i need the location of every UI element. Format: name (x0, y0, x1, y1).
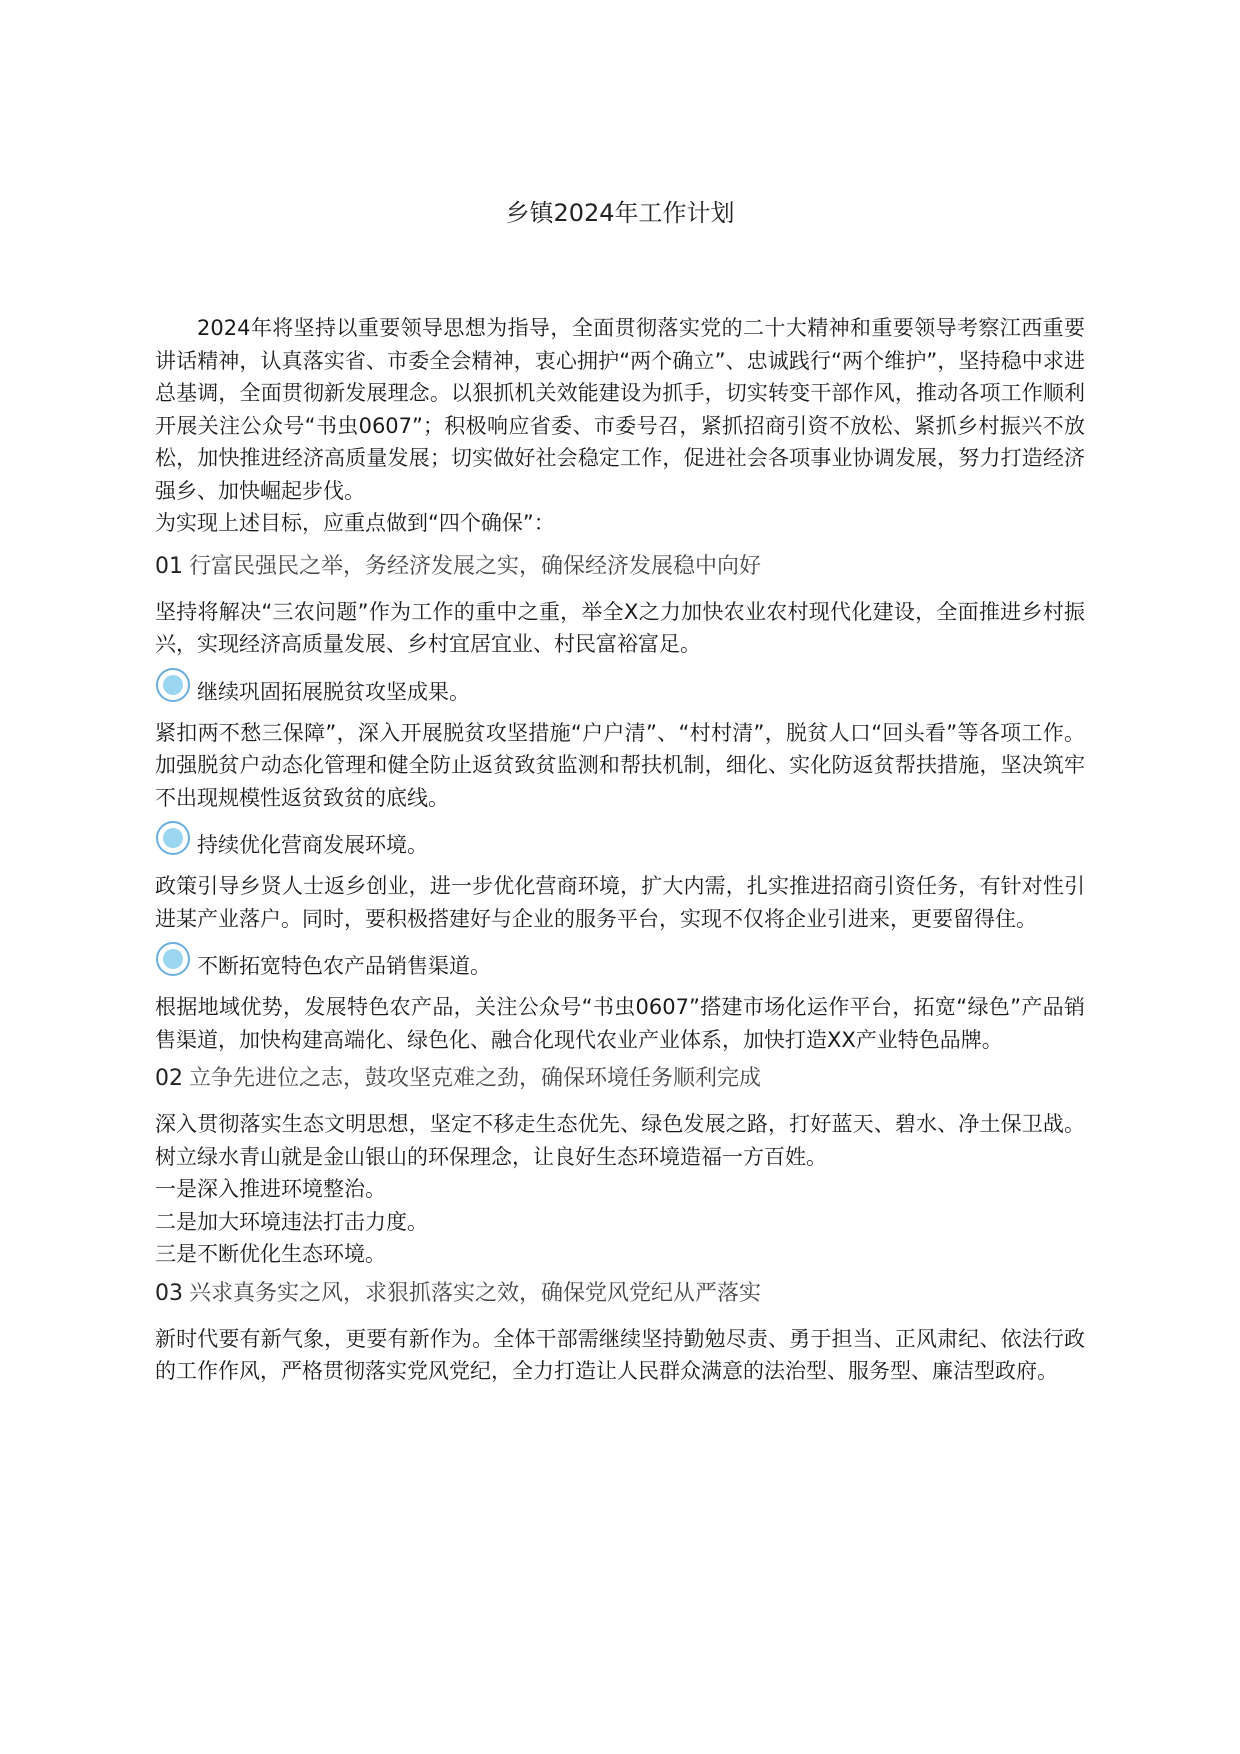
bullet-text-1: 紧扣两不愁三保障”，深入开展脱贫攻坚措施“户户清”、“村村清”，脱贫人口“回头看”等各项工作。加强脱贫户动态化管理和健全防止返贫致贫监测和帮扶机制，细化、实化防返贫帮扶措施，坚决筑牢不出现规模性返贫致贫的底线。 (155, 720, 1085, 810)
circle-bullet-icon (155, 939, 195, 979)
document-content (155, 312, 1085, 1388)
circle-bullet-icon (155, 818, 195, 858)
circle-bullet-icon (155, 665, 195, 705)
bullet-label: 继续巩固拓展脱贫攻坚成果。 (197, 679, 470, 704)
section-number: 03 (155, 1280, 183, 1306)
section-body-02: 深入贯彻落实生态文明思想，坚定不移走生态优先、绿色发展之路，打好蓝天、碧水、净土保卫战。树立绿水青山就是金山银山的环保理念，让良好生态环境造福一方百姓。 (155, 1112, 1085, 1169)
section-heading-03 (155, 1279, 1085, 1309)
section-body-03: 新时代要有新气象，更要有新作为。全体干部需继续坚持勤勉尽责、勇于担当、正风肃纪、依法行政的工作作风，严格贯彻落实党风党纪，全力打造让人民群众满意的法治型、服务型、廉洁型政府。 (155, 1326, 1085, 1383)
bullet-item-1 (155, 663, 1085, 707)
section-heading-02 (155, 1064, 1085, 1094)
document-title: 乡镇2024年工作计划 (505, 199, 735, 227)
bullet-text-2: 政策引导乡贤人士返乡创业，进一步优化营商环境，扩大内需，扎实推进招商引资任务，有针对性引进某产业落户。同时，要积极搭建好与企业的服务平台，实现不仅将企业引进来，更要留得住。 (155, 874, 1085, 931)
list-item: 三是不断优化生态环境。 (155, 1242, 386, 1266)
bullet-label: 不断拓宽特色农产品销售渠道。 (197, 954, 491, 978)
section-02-list (155, 1173, 1085, 1271)
section-heading-01 (155, 552, 1085, 582)
section-body-01: 坚持将解决“三农问题”作为工作的重中之重，举全X之力加快农业农村现代化建设，全面推进乡村振兴，实现经济高质量发展、乡村宜居宜业、村民富裕富足。 (155, 599, 1085, 656)
list-item: 二是加大环境违法打击力度。 (155, 1209, 428, 1234)
bullet-item-2 (155, 816, 1085, 860)
section-number: 01 (155, 553, 183, 579)
section-heading-text: 兴求真务实之风，求狠抓落实之效，确保党风党纪从严落实 (189, 1280, 762, 1306)
section-heading-text: 行富民强民之举，务经济发展之实，确保经济发展稳中向好 (189, 553, 762, 579)
bullet-item-3 (155, 937, 1085, 981)
bullet-label: 持续优化营商发展环境。 (197, 833, 428, 857)
intro-tail: 为实现上述目标，应重点做到“四个确保”： (155, 511, 555, 535)
bullet-text-3: 根据地域优势，发展特色农产品，关注公众号“书虫0607”搭建市场化运作平台，拓宽“绿色”产品销售渠道，加快构建高端化、绿色化、融合化现代农业产业体系，加快打造XX产业特色品牌。 (155, 995, 1085, 1052)
section-number: 02 (155, 1066, 183, 1091)
intro-paragraph: 2024年将坚持以重要领导思想为指导，全面贯彻落实党的二十大精神和重要领导考察江西重要讲话精神，认真落实省、市委全会精神，衷心拥护“两个确立”、忠诚践行“两个维护”，坚持稳中求进总基调，全面贯彻新发展理念。以狠抓机关效能建设为抓手，切实转变干部作风，推动各项工作顺利开展关注公众号“书虫0607”；积极响应省委、市委号召，紧抓招商引资不放松、紧抓乡村振兴不放松，加快推进经济高质量发展；切实做好社会稳定工作，促进社会各项事业协调发展，努力打造经济强乡、加快崛起步伐。 (155, 316, 1085, 503)
list-item: 一是深入推进环境整治。 (155, 1177, 386, 1201)
section-heading-text: 立争先进位之志，鼓攻坚克难之劲，确保环境任务顺利完成 (189, 1066, 762, 1091)
